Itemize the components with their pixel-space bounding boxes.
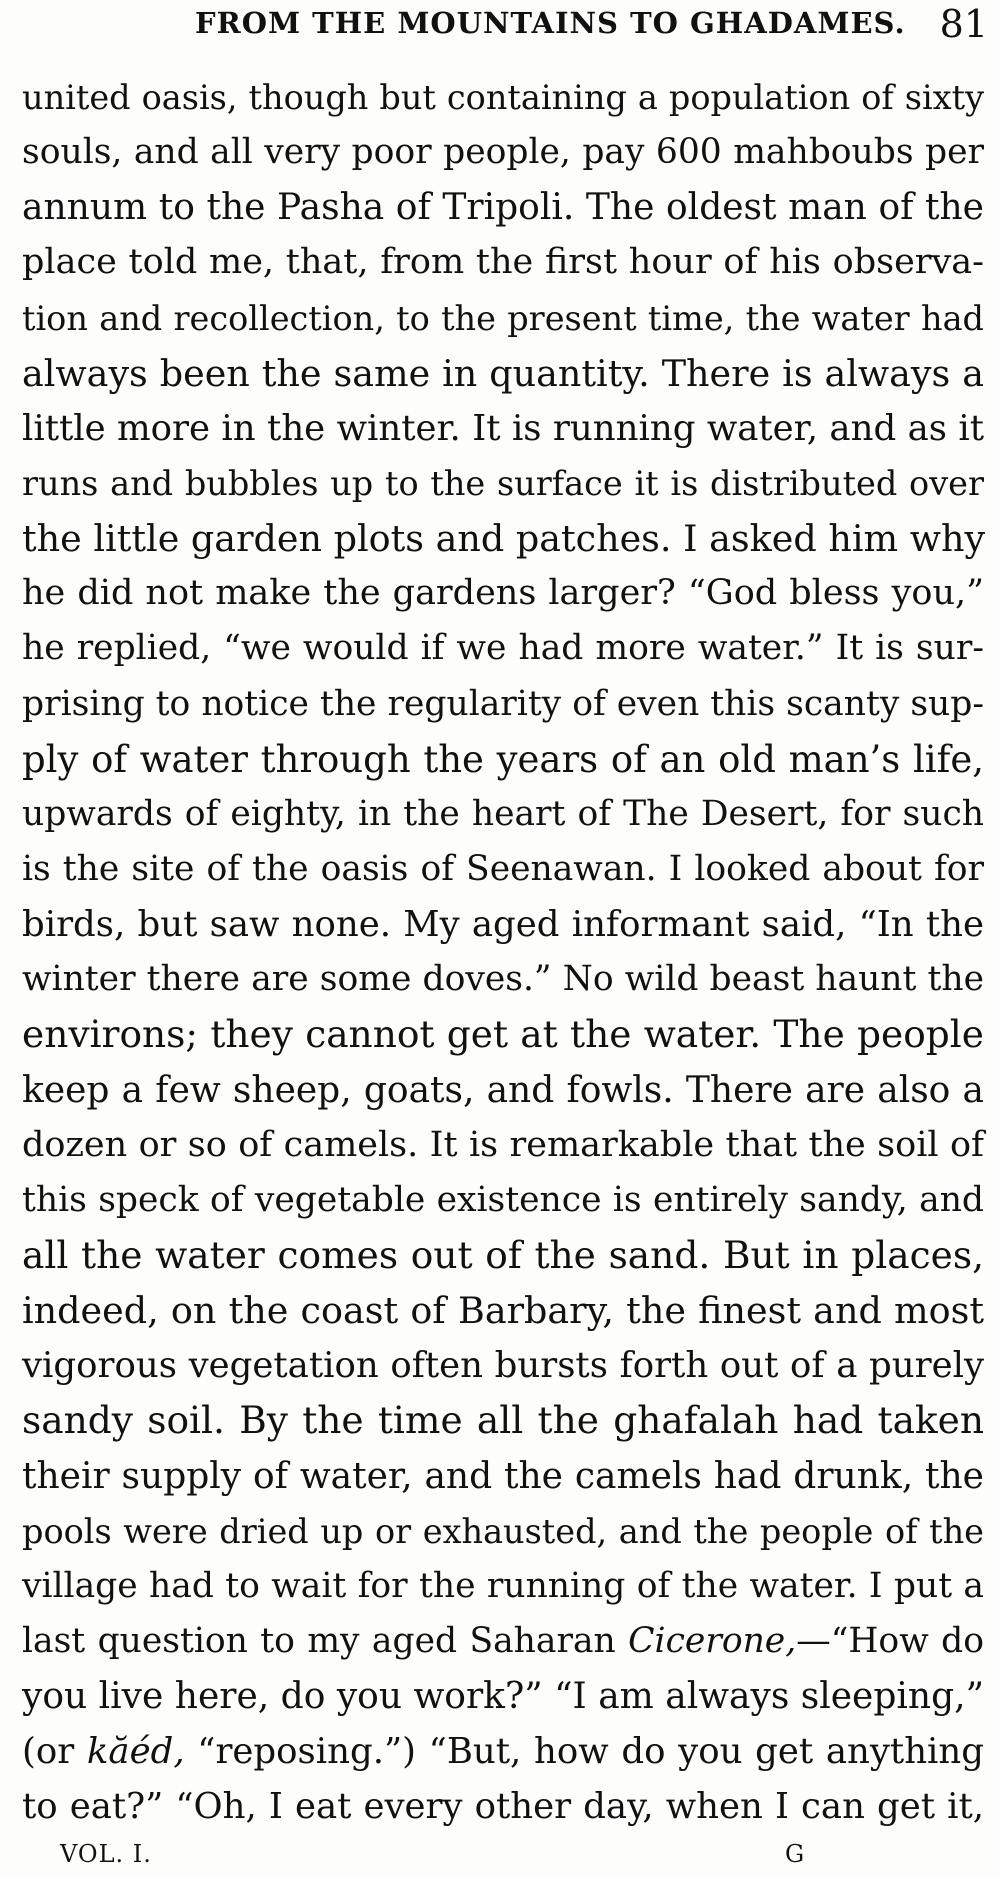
text-line: always been the same in quantity. There is always a (22, 351, 984, 395)
text-line: winter there are some doves.” No wild beast haunt the (22, 959, 984, 1000)
text-line: souls, and all very poor people, pay 600 mahboubs per (22, 132, 984, 173)
text-line: he replied, “we would if we had more water.” It is sur- (22, 628, 984, 669)
text-line: keep a few sheep, goats, and fowls. There are also a (22, 1069, 984, 1111)
text-run: last question to my aged Saharan (22, 1620, 629, 1661)
italic-word-cicerone: Cicerone, (628, 1620, 797, 1661)
text-line: all the water comes out of the sand. But in places, (22, 1232, 984, 1277)
text-line: vigorous vegetation often bursts forth out of a purely (22, 1345, 984, 1387)
text-line: little more in the winter. It is running water, and as it (22, 407, 984, 449)
text-line: annum to the Pasha of Tripoli. The oldest man of the (22, 187, 984, 229)
body-text (22, 70, 984, 1835)
text-line: place told me, that, from the first hour of his observa- (22, 242, 984, 283)
text-line: dozen or so of camels. It is remarkable that the soil of (22, 1124, 984, 1165)
text-run: “reposing.”) “But, how do you get anything (184, 1731, 984, 1773)
text-line: united oasis, though but containing a population of sixty (22, 78, 984, 117)
text-line: the little garden plots and patches. I asked him why (22, 517, 986, 561)
text-line: this speck of vegetable existence is entirely sandy, and (22, 1179, 984, 1220)
text-run: —“How do (796, 1620, 984, 1661)
text-line: upwards of eighty, in the heart of The Desert, for such (22, 793, 984, 834)
text-line: pools were dried up or exhausted, and the people of the (22, 1511, 984, 1551)
text-line: tion and recollection, to the present time, the water had (22, 298, 984, 338)
text-line: you live here, do you work?” “I am always sleeping,” (22, 1676, 984, 1718)
text-line (22, 1614, 984, 1669)
volume-mark: VOL. I. (60, 1840, 152, 1868)
italic-word-kaed: kăéd, (86, 1731, 185, 1773)
text-line: he did not make the gardens larger? “God bless you,” (22, 573, 984, 614)
text-line (22, 1724, 984, 1779)
signature-mark: G (785, 1840, 805, 1868)
text-line: environs; they cannot get at the water. The people (22, 1012, 984, 1057)
text-line: prising to notice the regularity of even this scanty sup- (22, 683, 984, 724)
text-line: village had to wait for the running of the water. I put a (22, 1565, 984, 1606)
page-number: 81 (939, 2, 988, 46)
text-line: runs and bubbles up to the surface it is distributed over (22, 463, 984, 503)
text-line: to eat?” “Oh, I eat every other day, when I can get it, (22, 1786, 984, 1828)
text-line: sandy soil. By the time all the ghafalah had taken (22, 1398, 984, 1443)
text-line: ply of water through the years of an old man’s life, (22, 737, 984, 781)
text-line: indeed, on the coast of Barbary, the finest and most (22, 1289, 984, 1333)
text-run: (or (22, 1731, 87, 1773)
text-line: is the site of the oasis of Seenawan. I looked about for (22, 848, 984, 889)
text-line: their supply of water, and the camels had drunk, the (22, 1455, 984, 1497)
running-title: FROM THE MOUNTAINS TO GHADAMES. (195, 6, 906, 40)
text-line: birds, but saw none. My aged informant said, “In the (22, 904, 984, 946)
